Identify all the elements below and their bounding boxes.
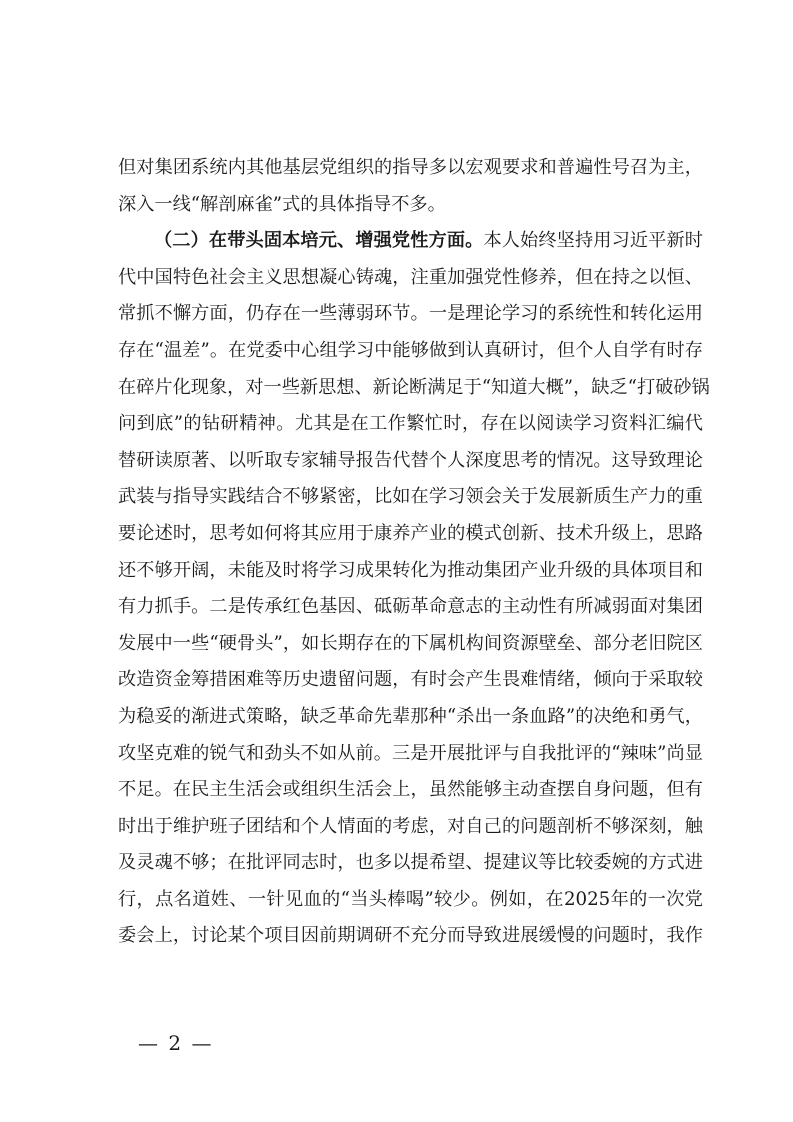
p2-line: 有力抓手。二是传承红色基因、砥砺革命意志的主动性有所减弱面对集团: [118, 596, 703, 618]
p2-line: 委会上，讨论某个项目因前期调研不充分而导致进展缓慢的问题时，我作: [118, 925, 703, 947]
p2-line: 时出于维护班子团结和个人情面的考虑，对自己的问题剖析不够深刻，触: [118, 815, 703, 837]
p2-line: 武装与指导实践结合不够紧密，比如在学习领会关于发展新质生产力的重: [118, 486, 703, 508]
p2-line: 存在“温差”。在党委中心组学习中能够做到认真研讨，但个人自学有时存: [118, 339, 703, 361]
p2-line: 代中国特色社会主义思想凝心铸魂，注重加强党性修养，但在持之以恒、: [118, 266, 703, 288]
p2-line: 攻坚克难的锐气和劲头不如从前。三是开展批评与自我批评的“辣味”尚显: [118, 742, 703, 764]
p2-line: 替研读原著、以听取专家辅导报告代替个人深度思考的情况。这导致理论: [118, 449, 703, 471]
p1-line-2: 深入一线“解剖麻雀”式的具体指导不多。: [118, 193, 446, 215]
p2-line: 要论述时，思考如何将其应用于康养产业的模式创新、技术升级上，思路: [118, 522, 703, 544]
p2-line: 发展中一些“硬骨头”，如长期存在的下属机构间资源壁垒、部分老旧院区: [118, 632, 703, 654]
p2-line: 常抓不懈方面，仍存在一些薄弱环节。一是理论学习的系统性和转化运用: [118, 303, 703, 325]
p2-line: 在碎片化现象，对一些新思想、新论断满足于“知道大概”，缺乏“打破砂锅: [118, 376, 710, 398]
p2-line: 还不够开阔，未能及时将学习成果转化为推动集团产业升级的具体项目和: [118, 559, 703, 581]
p2-first-line: [118, 223, 703, 260]
section-heading: （二）在带头固本培元、增强党性方面。: [154, 230, 484, 252]
p2-line: 行，点名道姓、一针见血的“当头棒喝”较少。例如，在2025年的一次党: [118, 888, 703, 910]
p2-line: 不足。在民主生活会或组织生活会上，虽然能够主动查摆自身问题，但有: [118, 779, 703, 801]
p2-line: 改造资金筹措困难等历史遗留问题，有时会产生畏难情绪，倾向于采取较: [118, 669, 703, 691]
page-number: — 2 —: [138, 1031, 214, 1055]
p2-first-line-rest: 本人始终坚持用习近平新时: [483, 230, 703, 252]
p2-line: 问到底”的钻研精神。尤其是在工作繁忙时，存在以阅读学习资料汇编代: [118, 413, 703, 435]
p2-line: 及灵魂不够；在批评同志时，也多以提希望、提建议等比较委婉的方式进: [118, 852, 703, 874]
p1-line-1: 但对集团系统内其他基层党组织的指导多以宏观要求和普遍性号召为主，: [118, 157, 703, 178]
p2-line: 为稳妥的渐进式策略，缺乏革命先辈那种“杀出一条血路”的决绝和勇气，: [118, 705, 703, 727]
body-text: [118, 150, 710, 955]
